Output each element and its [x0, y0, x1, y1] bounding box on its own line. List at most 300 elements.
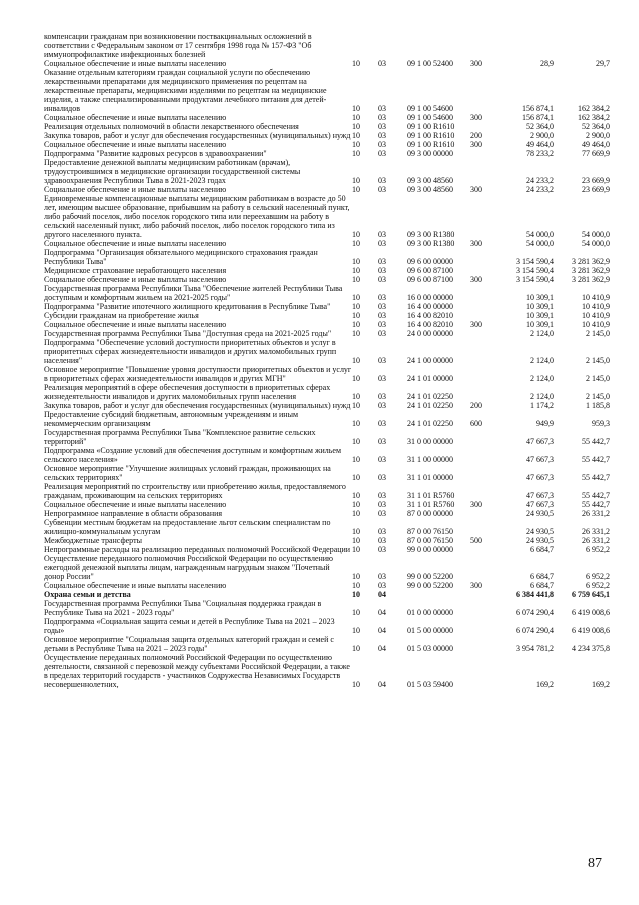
table-row [44, 68, 610, 113]
row-target-code: 09 3 00 R1380 [407, 239, 455, 248]
row-amount-2022: 156 874,1 [522, 104, 554, 113]
row-section: 10 [352, 374, 360, 383]
row-target-code: 24 1 01 02250 [407, 392, 453, 401]
row-subsection: 03 [378, 149, 386, 158]
row-target-code: 24 1 01 00000 [407, 374, 453, 383]
table-row [44, 329, 610, 338]
budget-table [44, 32, 610, 689]
row-name: Социальное обеспечение и иные выплаты населению [44, 113, 227, 122]
row-name: Реализация отдельных полномочий в области лекарственного обеспечения [44, 122, 299, 131]
row-amount-2022: 52 364,0 [526, 122, 554, 131]
row-subsection: 04 [378, 590, 386, 599]
row-section: 10 [352, 59, 360, 68]
row-amount-2022: 24 930,5 [526, 509, 554, 518]
row-section: 10 [352, 419, 360, 428]
row-amount-2023: 6 952,2 [586, 545, 610, 554]
row-name: Подпрограмма «Создание условий для обеспечения доступным и комфортным жильем сельского населения» [44, 446, 342, 464]
row-section: 10 [352, 581, 360, 590]
row-amount-2023: 2 145,0 [586, 392, 610, 401]
row-section: 10 [352, 680, 360, 689]
row-section: 10 [352, 104, 360, 113]
row-amount-2023: 55 442,7 [582, 455, 610, 464]
row-subsection: 03 [378, 239, 386, 248]
row-subsection: 03 [378, 113, 386, 122]
row-expense-type [470, 590, 500, 599]
row-target-code: 09 6 00 87100 [407, 266, 453, 275]
table-row [44, 284, 610, 302]
row-expense-type [470, 617, 500, 635]
row-section: 10 [352, 455, 360, 464]
row-name: Непрограммные расходы на реализацию переданных полномочий Российской Федерации [44, 545, 351, 554]
row-amount-2022: 2 124,0 [530, 356, 554, 365]
row-expense-type [470, 365, 500, 383]
row-name: компенсации гражданам при возникновении поствакцинальных осложнений в соответствии с Федеральным законом от 17 сентября 1998 года № 157-ФЗ "Об иммунопрофилактике инфекционных болезней [44, 32, 312, 59]
row-amount-2022: 3 954 781,2 [516, 644, 554, 653]
row-section: 10 [352, 500, 360, 509]
row-section: 10 [352, 293, 360, 302]
row-expense-type [470, 266, 500, 275]
row-amount-2022: 47 667,3 [526, 455, 554, 464]
row-expense-type [470, 554, 500, 581]
row-section: 10 [352, 392, 360, 401]
row-amount-2022: 6 684,7 [530, 545, 554, 554]
row-name: Охрана семьи и детства [44, 590, 131, 599]
row-subsection: 03 [378, 536, 386, 545]
row-section: 10 [352, 626, 360, 635]
row-amount-2022: 10 309,1 [526, 320, 554, 329]
row-subsection: 03 [378, 275, 386, 284]
row-amount-2022: 156 874,1 [522, 113, 554, 122]
row-subsection: 03 [378, 527, 386, 536]
table-row [44, 554, 610, 581]
row-amount-2023: 23 669,9 [582, 185, 610, 194]
row-section: 10 [352, 329, 360, 338]
row-expense-type: 300 [470, 581, 482, 590]
table-row [44, 302, 610, 311]
row-section: 10 [352, 572, 360, 581]
row-amount-2023: 162 384,2 [578, 113, 610, 122]
row-amount-2022: 78 233,2 [526, 149, 554, 158]
row-section: 10 [352, 131, 360, 140]
row-subsection: 03 [378, 176, 386, 185]
row-subsection: 03 [378, 374, 386, 383]
row-target-code: 99 0 00 00000 [407, 545, 453, 554]
row-expense-type [470, 545, 500, 554]
row-section: 10 [352, 239, 360, 248]
table-row [44, 311, 610, 320]
row-section: 10 [352, 266, 360, 275]
row-expense-type [470, 32, 500, 59]
row-subsection: 03 [378, 419, 386, 428]
table-row [44, 383, 610, 401]
row-expense-type: 300 [470, 320, 482, 329]
row-amount-2022: 6 684,7 [530, 572, 554, 581]
row-target-code: 09 6 00 00000 [407, 257, 453, 266]
row-amount-2023: 10 410,9 [582, 293, 610, 302]
row-target-code: 01 5 03 00000 [407, 644, 453, 653]
row-amount-2023: 6 419 008,6 [572, 608, 610, 617]
row-target-code: 09 1 00 R1610 [407, 122, 455, 131]
row-amount-2022: 6 384 441,8 [516, 590, 554, 599]
row-expense-type [470, 248, 500, 266]
row-name: Предоставление денежной выплаты медицинским работникам (врачам), трудоустроившимся в медицинские организации государственной системы здравоохранения Республики Тыва в 2021-2023 годах [44, 158, 301, 185]
table-row [44, 518, 610, 536]
row-target-code: 09 3 00 48560 [407, 176, 453, 185]
row-subsection: 04 [378, 644, 386, 653]
row-subsection: 03 [378, 473, 386, 482]
row-amount-2023 [554, 32, 610, 59]
row-amount-2022: 47 667,3 [526, 500, 554, 509]
row-target-code: 31 1 01 R5760 [407, 500, 455, 509]
row-amount-2022: 54 000,0 [526, 239, 554, 248]
row-subsection: 03 [378, 437, 386, 446]
row-section: 10 [352, 644, 360, 653]
row-amount-2023: 2 145,0 [586, 356, 610, 365]
row-expense-type [470, 383, 500, 401]
row-expense-type [470, 311, 500, 320]
row-amount-2022 [500, 32, 554, 59]
table-row [44, 509, 610, 518]
row-name: Субвенции местным бюджетам на предоставление льгот сельским специалистам по жилищно-коммунальным услугам [44, 518, 331, 536]
row-amount-2023: 54 000,0 [582, 230, 610, 239]
row-amount-2023: 77 669,9 [582, 149, 610, 158]
row-subsection: 03 [378, 509, 386, 518]
table-row [44, 266, 610, 275]
row-expense-type [470, 284, 500, 302]
row-amount-2022: 3 154 590,4 [516, 266, 554, 275]
row-name: Субсидии гражданам на приобретение жилья [44, 311, 199, 320]
row-expense-type: 300 [470, 275, 482, 284]
row-amount-2023: 3 281 362,9 [572, 266, 610, 275]
row-name: Социальное обеспечение и иные выплаты населению [44, 239, 227, 248]
row-name: Государственная программа Республики Тыва "Обеспечение жителей Республики Тыва доступным и комфортным жильем на 2021-2025 годы" [44, 284, 343, 302]
row-subsection: 03 [378, 320, 386, 329]
row-section: 10 [352, 536, 360, 545]
row-target-code: 87 0 00 76150 [407, 536, 453, 545]
row-name: Подпрограмма «Социальная защита семьи и детей в Республике Тыва на 2021 – 2023 годы» [44, 617, 335, 635]
row-expense-type [470, 338, 500, 365]
table-row [44, 113, 610, 122]
row-amount-2022: 54 000,0 [526, 230, 554, 239]
row-amount-2022: 24 233,2 [526, 176, 554, 185]
row-target-code: 09 1 00 52400 [407, 59, 453, 68]
row-expense-type [470, 464, 500, 482]
row-subsection: 03 [378, 581, 386, 590]
row-name: Социальное обеспечение и иные выплаты населению [44, 320, 227, 329]
table-row [44, 59, 610, 68]
row-expense-type: 300 [470, 140, 482, 149]
row-expense-type: 300 [470, 113, 482, 122]
table-row [44, 149, 610, 158]
row-expense-type [470, 653, 500, 689]
row-section: 10 [352, 275, 360, 284]
row-name: Государственная программа Республики Тыва "Социальная поддержка граждан в Республике Тыва на 2021 - 2023 годы" [44, 599, 322, 617]
row-expense-type [470, 329, 500, 338]
table-row [44, 410, 610, 428]
row-target-code: 24 1 01 02250 [407, 401, 453, 410]
row-section: 10 [352, 176, 360, 185]
table-row [44, 536, 610, 545]
row-name: Оказание отдельным категориям граждан социальной услуги по обеспечению лекарственными препаратами для медицинского применения по рецептам на лекарственные препараты, медицинскими изделиями по рецептам на медицинские изделия, а также специализированными продуктами лечебного питания для детей-инвалидов [44, 68, 327, 113]
row-name: Основное мероприятие "Улучшение жилищных условий граждан, проживающих на сельских территориях" [44, 464, 331, 482]
table-row [44, 464, 610, 482]
row-amount-2022: 3 154 590,4 [516, 275, 554, 284]
row-target-code: 24 0 00 00000 [407, 329, 453, 338]
row-subsection: 04 [378, 608, 386, 617]
row-amount-2022: 2 900,0 [530, 131, 554, 140]
table-row [44, 401, 610, 410]
table-row [44, 482, 610, 500]
row-target-code: 09 6 00 87100 [407, 275, 453, 284]
row-amount-2022: 1 174,2 [530, 401, 554, 410]
row-name: Закупка товаров, работ и услуг для обеспечения государственных (муниципальных) нужд [44, 131, 351, 140]
table-row [44, 590, 610, 599]
row-subsection: 03 [378, 455, 386, 464]
row-expense-type [470, 428, 500, 446]
row-expense-type: 200 [470, 401, 482, 410]
row-amount-2022: 28,9 [540, 59, 554, 68]
table-row [44, 581, 610, 590]
row-subsection: 03 [378, 230, 386, 239]
row-subsection: 03 [378, 545, 386, 554]
row-amount-2022: 10 309,1 [526, 293, 554, 302]
row-name: Непрограммное направление в области образования [44, 509, 223, 518]
row-section: 10 [352, 608, 360, 617]
row-name: Межбюджетные трансферты [44, 536, 142, 545]
row-amount-2022: 169,2 [536, 680, 554, 689]
row-target-code [407, 32, 470, 59]
table-row [44, 446, 610, 464]
row-amount-2022: 949,9 [536, 419, 554, 428]
row-subsection: 03 [378, 491, 386, 500]
page-number: 87 [588, 856, 602, 871]
row-subsection: 03 [378, 311, 386, 320]
table-row [44, 635, 610, 653]
row-amount-2023: 959,3 [592, 419, 610, 428]
row-expense-type [470, 149, 500, 158]
table-row [44, 428, 610, 446]
row-name: Единовременные компенсационные выплаты медицинским работникам в возрасте до 50 лет, имеющим высшее образование, прибывшим на работу в сельский населенный пункт, либо рабочий поселок, либо поселок городского типа или переехавшим на работу в сельский населенный пункт, либо рабочий поселок, либо поселок городского типа из другого населенного пункта. [44, 194, 350, 239]
row-expense-type [470, 194, 500, 239]
row-amount-2023: 55 442,7 [582, 437, 610, 446]
row-expense-type [470, 518, 500, 536]
row-amount-2022: 24 930,5 [526, 527, 554, 536]
row-section: 10 [352, 230, 360, 239]
row-target-code: 24 1 01 02250 [407, 419, 453, 428]
row-name: Социальное обеспечение и иные выплаты населению [44, 59, 227, 68]
row-amount-2023: 3 281 362,9 [572, 257, 610, 266]
row-amount-2022: 2 124,0 [530, 374, 554, 383]
row-expense-type: 300 [470, 500, 482, 509]
row-name: Подпрограмма "Развитие кадровых ресурсов в здравоохранении" [44, 149, 267, 158]
row-expense-type [470, 122, 500, 131]
row-section: 10 [352, 491, 360, 500]
row-subsection [378, 32, 407, 59]
row-target-code: 09 1 00 54600 [407, 113, 453, 122]
row-subsection: 03 [378, 500, 386, 509]
row-target-code: 09 1 00 54600 [407, 104, 453, 113]
row-amount-2023: 10 410,9 [582, 302, 610, 311]
row-name: Медицинское страхование неработающего населения [44, 266, 227, 275]
row-subsection: 03 [378, 302, 386, 311]
row-subsection: 03 [378, 122, 386, 131]
row-section: 10 [352, 140, 360, 149]
row-expense-type [470, 599, 500, 617]
row-amount-2023: 55 442,7 [582, 500, 610, 509]
row-amount-2023: 2 900,0 [586, 131, 610, 140]
row-section: 10 [352, 302, 360, 311]
row-amount-2023: 55 442,7 [582, 473, 610, 482]
table-row [44, 500, 610, 509]
row-expense-type [470, 635, 500, 653]
table-row [44, 338, 610, 365]
row-expense-type: 200 [470, 131, 482, 140]
row-amount-2023: 26 331,2 [582, 536, 610, 545]
row-section: 10 [352, 545, 360, 554]
table-row [44, 140, 610, 149]
row-expense-type [470, 482, 500, 500]
row-amount-2022: 47 667,3 [526, 491, 554, 500]
row-target-code: 01 5 03 59400 [407, 680, 453, 689]
row-name: Социальное обеспечение и иные выплаты населению [44, 185, 227, 194]
row-target-code: 16 4 00 82010 [407, 311, 453, 320]
row-section: 10 [352, 257, 360, 266]
table-row [44, 275, 610, 284]
row-target-code: 31 1 01 R5760 [407, 491, 455, 500]
row-amount-2022: 10 309,1 [526, 311, 554, 320]
row-name: Подпрограмма "Обеспечение условий доступности приоритетных объектов и услуг в приоритетных сферах жизнедеятельности инвалидов и других маломобильных групп населения" [44, 338, 337, 365]
row-name: Основное мероприятие "Социальная защита отдельных категорий граждан и семей с детьми в Республике Тыва на 2021 – 2023 годы" [44, 635, 334, 653]
row-amount-2023: 52 364,0 [582, 122, 610, 131]
row-subsection: 03 [378, 572, 386, 581]
row-subsection: 03 [378, 140, 386, 149]
row-section: 10 [352, 473, 360, 482]
row-section: 10 [352, 311, 360, 320]
row-amount-2023: 54 000,0 [582, 239, 610, 248]
row-amount-2022: 10 309,1 [526, 302, 554, 311]
row-expense-type [470, 302, 500, 311]
row-expense-type [470, 446, 500, 464]
row-amount-2023: 2 145,0 [586, 374, 610, 383]
row-expense-type: 500 [470, 536, 482, 545]
row-amount-2023: 10 410,9 [582, 320, 610, 329]
row-subsection: 04 [378, 680, 386, 689]
table-row [44, 248, 610, 266]
row-amount-2023: 23 669,9 [582, 176, 610, 185]
row-name: Социальное обеспечение и иные выплаты населению [44, 581, 227, 590]
row-expense-type: 600 [470, 419, 482, 428]
table-row [44, 122, 610, 131]
row-subsection: 03 [378, 293, 386, 302]
row-target-code: 09 1 00 R1610 [407, 131, 455, 140]
row-target-code: 99 0 00 52200 [407, 572, 453, 581]
row-name: Закупка товаров, работ и услуг для обеспечения государственных (муниципальных) нужд [44, 401, 351, 410]
table-row [44, 131, 610, 140]
row-target-code: 87 0 00 00000 [407, 509, 453, 518]
row-section: 10 [352, 122, 360, 131]
row-amount-2022: 24 233,2 [526, 185, 554, 194]
table-row [44, 239, 610, 248]
row-target-code: 01 0 00 00000 [407, 608, 453, 617]
row-subsection: 03 [378, 266, 386, 275]
row-subsection: 03 [378, 356, 386, 365]
row-name: Социальное обеспечение и иные выплаты населению [44, 275, 227, 284]
row-subsection: 03 [378, 131, 386, 140]
row-name: Социальное обеспечение и иные выплаты населению [44, 500, 227, 509]
row-subsection: 03 [378, 185, 386, 194]
table-row [44, 599, 610, 617]
row-name: Подпрограмма "Организация обязательного медицинского страхования граждан Республики Тыва" [44, 248, 318, 266]
row-amount-2023: 4 234 375,8 [572, 644, 610, 653]
row-expense-type: 300 [470, 185, 482, 194]
table-row [44, 158, 610, 185]
row-name: Государственная программа Республики Тыва "Доступная среда на 2021-2025 годы" [44, 329, 332, 338]
row-amount-2023: 1 185,8 [586, 401, 610, 410]
row-section: 10 [352, 401, 360, 410]
row-name: Осуществление переданного полномочия Российской Федерации по осуществлению ежегодной денежной выплаты лицам, награжденным нагрудным знаком "Почетный донор России" [44, 554, 334, 581]
table-row [44, 194, 610, 239]
table-row [44, 320, 610, 329]
row-target-code: 09 3 00 R1380 [407, 230, 455, 239]
row-amount-2023: 162 384,2 [578, 104, 610, 113]
row-name: Подпрограмма "Развитие ипотечного жилищного кредитования в Республике Тыва" [44, 302, 331, 311]
row-section: 10 [352, 509, 360, 518]
row-amount-2023: 169,2 [592, 680, 610, 689]
row-amount-2023: 6 952,2 [586, 572, 610, 581]
row-target-code: 16 0 00 00000 [407, 293, 453, 302]
row-subsection: 03 [378, 59, 386, 68]
row-name: Осуществление переданных полномочий Российской Федерации по осуществлению деятельности, связанной с перевозкой между субъектами Российской Федерации, а также в пределах территорий государств - участников Содружества Независимых Государств несовершеннолетних, [44, 653, 350, 689]
table-row [44, 32, 610, 59]
row-target-code: 16 4 00 82010 [407, 320, 453, 329]
row-amount-2023: 26 331,2 [582, 509, 610, 518]
row-amount-2023: 6 419 008,6 [572, 626, 610, 635]
row-section: 10 [352, 185, 360, 194]
row-section: 10 [352, 320, 360, 329]
row-target-code: 31 0 00 00000 [407, 437, 453, 446]
row-amount-2022: 6 074 290,4 [516, 626, 554, 635]
row-amount-2023: 49 464,0 [582, 140, 610, 149]
row-name: Реализация мероприятий в сфере обеспечения доступности в приоритетных сферах жизнедеятельности инвалидов и других маломобильных групп населения [44, 383, 331, 401]
row-amount-2023: 2 145,0 [586, 329, 610, 338]
table-row [44, 185, 610, 194]
row-subsection: 03 [378, 329, 386, 338]
row-subsection: 03 [378, 401, 386, 410]
table-row [44, 617, 610, 635]
row-target-code: 99 0 00 52200 [407, 581, 453, 590]
row-section [352, 32, 378, 59]
row-amount-2023: 6 952,2 [586, 581, 610, 590]
row-name: Социальное обеспечение и иные выплаты населению [44, 140, 227, 149]
row-subsection: 03 [378, 392, 386, 401]
row-amount-2023: 55 442,7 [582, 491, 610, 500]
row-target-code: 09 3 00 00000 [407, 149, 453, 158]
row-target-code: 31 1 01 00000 [407, 473, 453, 482]
row-target-code: 31 1 00 00000 [407, 455, 453, 464]
row-amount-2022: 47 667,3 [526, 437, 554, 446]
row-target-code [407, 590, 470, 599]
row-amount-2023: 10 410,9 [582, 311, 610, 320]
row-amount-2022: 2 124,0 [530, 392, 554, 401]
row-section: 10 [352, 356, 360, 365]
row-amount-2022: 24 930,5 [526, 536, 554, 545]
row-amount-2022: 47 667,3 [526, 473, 554, 482]
row-name: Государственная программа Республики Тыва "Комплексное развитие сельских территорий" [44, 428, 316, 446]
table-row [44, 653, 610, 689]
table-row [44, 545, 610, 554]
row-amount-2022: 49 464,0 [526, 140, 554, 149]
row-amount-2022: 2 124,0 [530, 329, 554, 338]
